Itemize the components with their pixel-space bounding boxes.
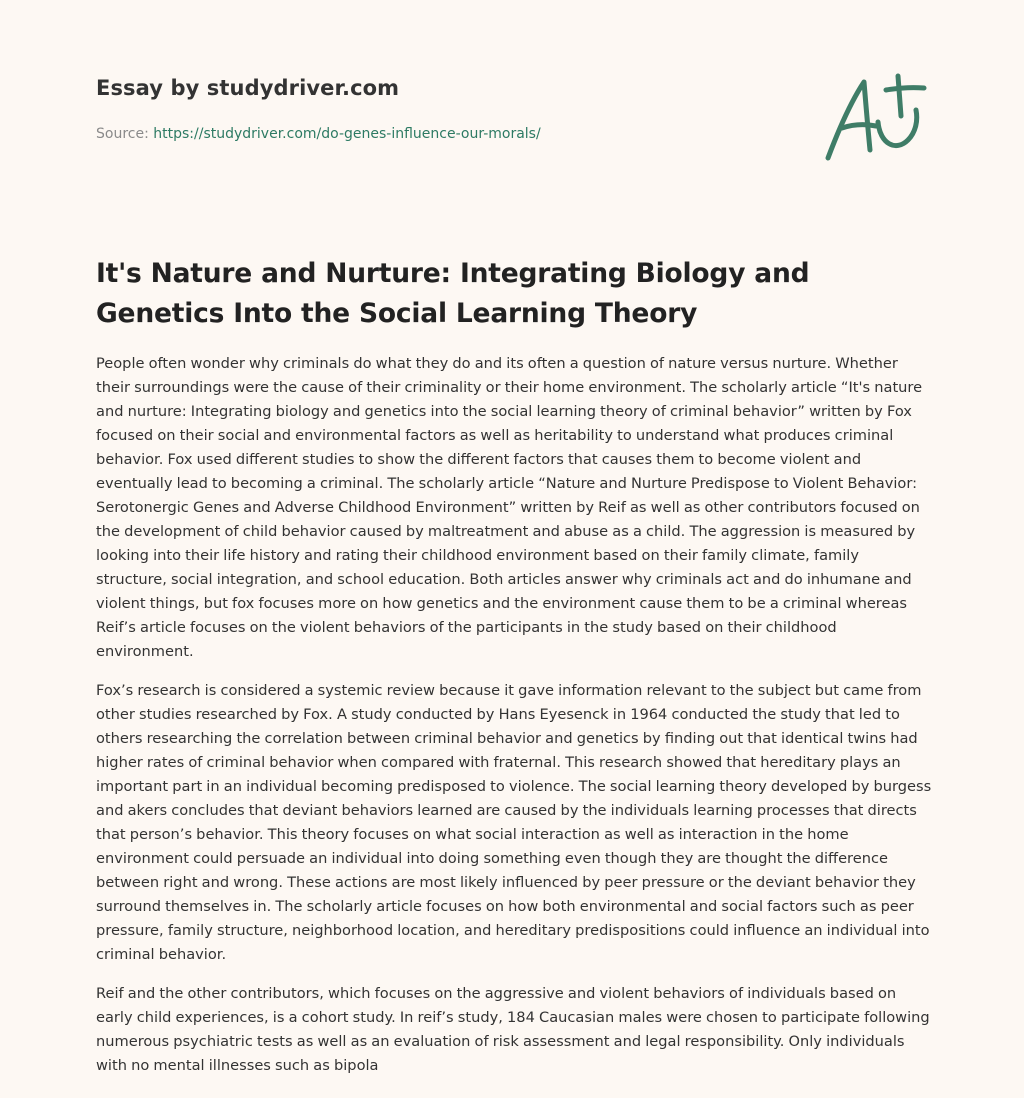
article-title: It's Nature and Nurture: Integrating Biology and Genetics Into the Social Learning Theory [96, 258, 810, 329]
a-plus-logo-icon [820, 66, 930, 166]
article-paragraph: Reif and the other contributors, which focuses on the aggressive and violent behaviors of individuals based on early child experiences, is a cohort study. In reif’s study, 184 Caucasian males were chosen to participate following numerous psychiatric tests as well as an evaluation of risk assessment and legal responsibility. Only individuals with no mental illnesses such as bipola [96, 985, 930, 1074]
page-header [96, 76, 796, 142]
article-paragraph: People often wonder why criminals do what they do and its often a question of nature versus nurture. Whether their surroundings were the cause of their criminality or their home environment. The scholarly article “It's nature and nurture: Integrating biology and genetics into the social learning theory of criminal behavior” written by Fox focused on their social and environmental factors as well as heritability to understand what produces criminal behavior. Fox used different studies to show the different factors that causes them to become violent and eventually lead to becoming a criminal. The scholarly article “Nature and Nurture Predispose to Violent Behavior: Serotonergic Genes and Adverse Childhood Environment” written by Reif as well as other contributors focused on the development of child behavior caused by maltreatment and abuse as a child. The aggression is measured by looking into their life history and rating their childhood environment based on their family climate, family structure, social integration, and school education. Both articles answer why criminals act and do inhumane and violent things, but fox focuses more on how genetics and the environment cause them to be a criminal whereas Reif’s article focuses on the violent behaviors of the participants in the study based on their childhood environment. [96, 355, 923, 660]
source-line [96, 126, 796, 142]
site-title: Essay by studydriver.com [96, 76, 400, 100]
article-paragraph: Fox’s research is considered a systemic review because it gave information relevant to the subject but came from other studies researched by Fox. A study conducted by Hans Eyesenck in 1964 conducted the study that led to others researching the correlation between criminal behavior and genetics by finding out that identical twins had higher rates of criminal behavior when compared with fraternal. This research showed that hereditary plays an important part in an individual becoming predisposed to violence. The social learning theory developed by burgess and akers concludes that deviant behaviors learned are caused by the individuals learning processes that directs that person’s behavior. This theory focuses on what social interaction as well as interaction in the home environment could persuade an individual into doing something even though they are thought the difference between right and wrong. These actions are most likely influenced by peer pressure or the deviant behavior they surround themselves in. The scholarly article focuses on how both environmental and social factors such as peer pressure, family structure, neighborhood location, and hereditary predispositions could influence an individual into criminal behavior. [96, 682, 932, 963]
source-label: Source: [96, 126, 149, 142]
article [96, 254, 932, 1093]
source-link[interactable]: https://studydriver.com/do-genes-influence-our-morals/ [153, 126, 541, 142]
